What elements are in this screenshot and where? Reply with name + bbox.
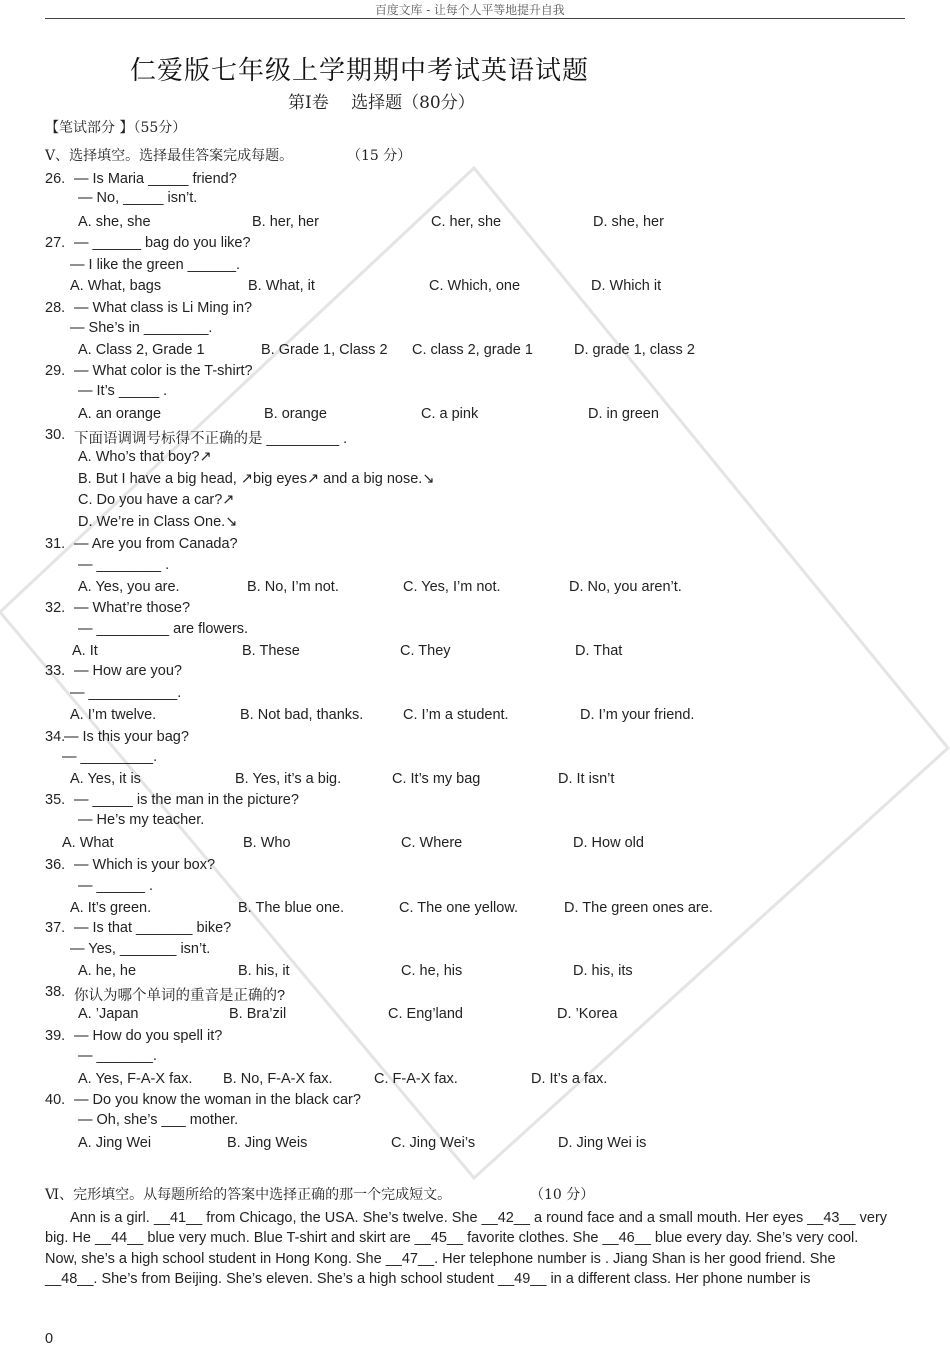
question-answer-line: — _________. [62, 749, 158, 765]
question-number: 32. [45, 600, 66, 616]
page-header-site: 百度文库 - 让每个人平等地提升自我 [374, 3, 565, 17]
question-number: 27. [45, 235, 66, 251]
option-d: D. grade 1, class 2 [574, 342, 695, 358]
section6-heading: Ⅵ、完形填空。从每题所给的答案中选择正确的那一个完成短文。 [45, 1187, 452, 1203]
question-text: — Is this your bag? [64, 729, 189, 745]
question-answer-line: — _________ are flowers. [78, 621, 249, 637]
option-b: B. Yes, it’s a big. [235, 771, 342, 787]
question-text: 你认为哪个单词的重音是正确的? [74, 988, 286, 1004]
question-number: 35. [45, 792, 66, 808]
cloze-line: Now, she’s a high school student in Hong Kong. She __47__. Her telephone number is . Jiang Shan is her good friend. She [45, 1251, 836, 1267]
option-b: B. No, F-A-X fax. [223, 1071, 333, 1087]
cloze-line: big. He __44__ blue very much. Blue T-shirt and skirt are __45__ favorite clothes. She __46__ blue every day. She’s very cool. [45, 1230, 859, 1246]
option-c: C. Where [401, 835, 463, 851]
option-a: A. Who’s that boy?↗ [78, 449, 212, 465]
section6-points: （10 分） [530, 1187, 595, 1203]
option-c: C. They [400, 643, 451, 659]
option-c: C. a pink [421, 406, 479, 422]
option-c: C. Jing Wei’s [391, 1135, 476, 1151]
question-number: 31. [45, 536, 66, 552]
option-b: B. his, it [238, 963, 290, 979]
question-text: — Which is your box? [74, 857, 216, 873]
page-number: 0 [45, 1331, 54, 1347]
question-answer-line: — ________ . [78, 557, 170, 573]
option-d: D. It isn’t [558, 771, 615, 787]
question-number: 39. [45, 1028, 66, 1044]
option-c: C. The one yellow. [399, 900, 519, 916]
question-text: — Do you know the woman in the black car? [74, 1092, 361, 1108]
option-a: A. What, bags [70, 278, 162, 294]
option-d: D. Which it [591, 278, 662, 294]
question-answer-line: — ______ . [78, 878, 153, 894]
option-a: A. Class 2, Grade 1 [78, 342, 205, 358]
option-c: C. I’m a student. [403, 707, 509, 723]
question-number: 40. [45, 1092, 66, 1108]
option-c: C. It’s my bag [392, 771, 481, 787]
option-b: B. Bra’zil [229, 1006, 287, 1022]
question-text: — Is Maria _____ friend? [74, 171, 237, 187]
option-b: B. Who [243, 835, 291, 851]
option-a: A. she, she [78, 214, 151, 230]
option-d: D. That [575, 643, 623, 659]
cloze-line: Ann is a girl. __41__ from Chicago, the USA. She’s twelve. She __42__ a round face and a small mouth. Her eyes __43__ very [70, 1210, 888, 1226]
question-answer-line: — I like the green ______. [70, 257, 241, 273]
question-number: 29. [45, 363, 66, 379]
section5-points: （15 分） [347, 148, 412, 164]
option-d: D. his, its [573, 963, 633, 979]
option-b: B. orange [264, 406, 327, 422]
question-answer-line: — Yes, _______ isn’t. [70, 941, 211, 957]
page-subtitle: 第Ⅰ卷 选择题（80分） [288, 93, 475, 113]
option-c: C. Yes, I’m not. [403, 579, 501, 595]
question-number: 33. [45, 663, 66, 679]
option-d: D. ’Korea [557, 1006, 618, 1022]
option-a: A. I’m twelve. [70, 707, 157, 723]
question-answer-line: — It’s _____ . [78, 383, 168, 399]
question-text: — What’re those? [74, 600, 191, 616]
option-b: B. The blue one. [238, 900, 345, 916]
question-text: — How do you spell it? [74, 1028, 223, 1044]
option-d: D. in green [588, 406, 659, 422]
option-d: D. We’re in Class One.↘ [78, 514, 238, 530]
option-d: D. Jing Wei is [558, 1135, 647, 1151]
option-c: C. her, she [431, 214, 502, 230]
question-text: — What class is Li Ming in? [74, 300, 253, 316]
option-a: A. It’s green. [70, 900, 152, 916]
question-text: — What color is the T-shirt? [74, 363, 253, 379]
cloze-line: __48__. She’s from Beijing. She’s eleven. She’s a high school student __49__ in a different class. Her phone number is [45, 1271, 811, 1287]
question-text: — _____ is the man in the picture? [74, 792, 299, 808]
option-d: D. No, you aren’t. [569, 579, 682, 595]
option-a: A. Yes, it is [70, 771, 141, 787]
option-b: B. Jing Weis [227, 1135, 308, 1151]
option-d: D. she, her [593, 214, 664, 230]
question-text: — How are you? [74, 663, 182, 679]
option-a: A. Jing Wei [78, 1135, 152, 1151]
option-a: A. an orange [78, 406, 162, 422]
option-b: B. But I have a big head, ↗big eyes↗ and a big nose.↘ [78, 471, 435, 487]
option-b: B. No, I’m not. [247, 579, 339, 595]
section5-heading: Ⅴ、选择填空。选择最佳答案完成每题。 [45, 148, 294, 164]
question-number: 38. [45, 984, 66, 1000]
question-number: 28. [45, 300, 66, 316]
question-answer-line: — She’s in ________. [70, 320, 213, 336]
question-number: 36. [45, 857, 66, 873]
option-d: D. I’m your friend. [580, 707, 695, 723]
question-text: — Are you from Canada? [74, 536, 238, 552]
written-part-label: 【笔试部分 】（55分） [45, 120, 187, 136]
option-a: A. ’Japan [78, 1006, 139, 1022]
question-number: 34. [45, 729, 66, 745]
option-b: B. These [242, 643, 300, 659]
option-a: A. Yes, you are. [78, 579, 180, 595]
option-b: B. her, her [252, 214, 319, 230]
question-text: — ______ bag do you like? [74, 235, 251, 251]
question-text: 下面语调调号标得不正确的是 _________ . [74, 431, 348, 447]
question-number: 37. [45, 920, 66, 936]
option-c: C. Eng’land [388, 1006, 463, 1022]
page-title: 仁爱版七年级上学期期中考试英语试题 [130, 56, 590, 86]
option-a: A. Yes, F-A-X fax. [78, 1071, 193, 1087]
option-a: A. It [72, 643, 98, 659]
option-a: A. he, he [78, 963, 137, 979]
option-c: C. class 2, grade 1 [412, 342, 533, 358]
option-d: D. The green ones are. [564, 900, 713, 916]
question-text: — Is that _______ bike? [74, 920, 232, 936]
option-b: B. What, it [248, 278, 315, 294]
option-a: A. What [62, 835, 114, 851]
option-d: D. It’s a fax. [531, 1071, 608, 1087]
option-c: C. Which, one [429, 278, 521, 294]
option-c: C. F-A-X fax. [374, 1071, 458, 1087]
question-answer-line: — No, _____ isn’t. [78, 190, 198, 206]
option-c: C. Do you have a car?↗ [78, 492, 235, 508]
option-b: B. Not bad, thanks. [240, 707, 364, 723]
option-d: D. How old [573, 835, 644, 851]
question-answer-line: — Oh, she’s ___ mother. [78, 1112, 239, 1128]
option-b: B. Grade 1, Class 2 [261, 342, 388, 358]
option-c: C. he, his [401, 963, 463, 979]
question-answer-line: — ___________. [70, 685, 182, 701]
header-rule [45, 18, 905, 19]
question-number: 26. [45, 171, 66, 187]
question-answer-line: — He’s my teacher. [78, 812, 205, 828]
question-answer-line: — _______. [78, 1048, 158, 1064]
question-number: 30. [45, 427, 66, 443]
